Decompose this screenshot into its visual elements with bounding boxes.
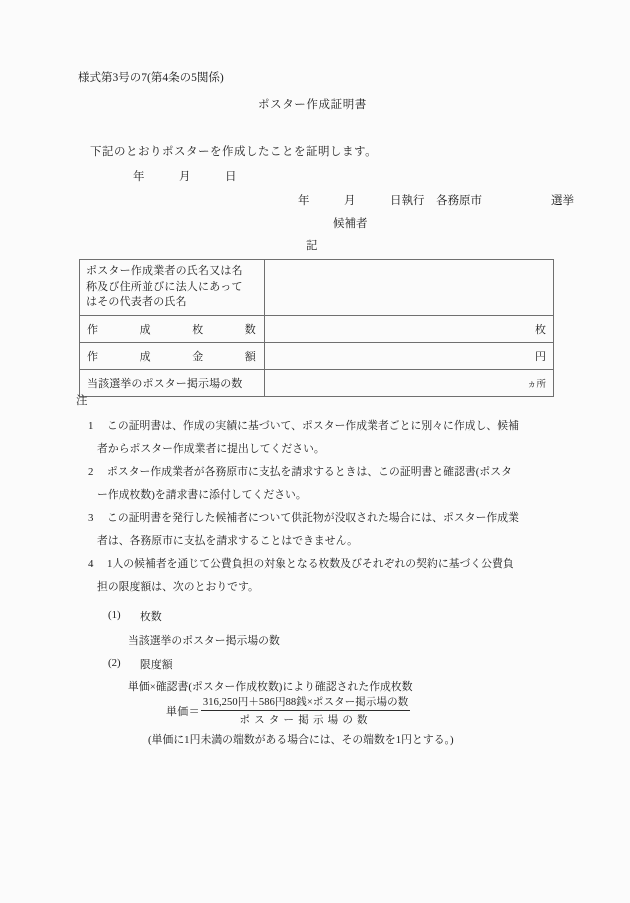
form-code: 様式第3号の7(第4条の5関係) <box>78 72 224 84</box>
note-number: 4 <box>88 558 94 570</box>
note-line: この証明書を発行した候補者について供託物が没収された場合には、ポスター作成業 <box>107 512 519 524</box>
table-row <box>80 343 554 370</box>
label-line: ポスター作成業者の氏名又は名 <box>86 265 243 278</box>
label-char: 作 <box>87 324 99 336</box>
row-label-sheet-count <box>80 316 265 343</box>
note-line: 1人の候補者を通じて公費負担の対象となる枚数及びそれぞれの契約に基づく公費負 <box>107 558 514 570</box>
subitem-number: (2) <box>108 657 121 669</box>
unit-price-formula <box>166 694 410 727</box>
subitem-number: (1) <box>108 609 121 621</box>
note-number: 2 <box>88 466 94 478</box>
subitem-title: 枚数 <box>140 611 162 623</box>
poster-certification-table <box>79 259 554 397</box>
note-line: ー作成枚数)を請求書に添付してください。 <box>97 489 307 501</box>
note-line: 者からポスター作成業者に提出してください。 <box>97 443 325 455</box>
row-label-producer-name <box>80 260 265 316</box>
candidate-label: 候補者 <box>333 218 368 230</box>
formula-numerator: 316,250円＋586円88銭×ポスター掲示場の数 <box>202 697 409 708</box>
label-char: 枚 <box>192 324 204 336</box>
value-text <box>265 284 553 292</box>
note-number: 1 <box>88 420 94 432</box>
notes-heading: 注 <box>76 395 88 407</box>
election-execution-line: 年 月 日執行 各務原市 選挙 <box>298 195 574 207</box>
formula-fraction <box>201 694 410 727</box>
label-char: 金 <box>192 351 204 363</box>
label-char: 成 <box>139 324 151 336</box>
unit-label: ヵ所 <box>526 380 546 390</box>
subitem-body: 単価×確認書(ポスター作成枚数)により確認された作成枚数 <box>128 681 413 693</box>
row-value-board-count[interactable] <box>265 370 554 397</box>
label-text: 当該選挙のポスター掲示場の数 <box>87 378 243 390</box>
unit-label: 円 <box>535 351 546 363</box>
formula-denominator: ポスター掲示場の数 <box>239 715 372 726</box>
label-line: 称及び住所並びに法人にあって <box>86 280 243 293</box>
label-char: 額 <box>244 351 256 363</box>
row-value-sheet-count[interactable] <box>265 316 554 343</box>
page-title: ポスター作成証明書 <box>258 99 367 111</box>
issue-date-line: 年 月 日 <box>133 171 237 183</box>
note-number: 3 <box>88 512 94 524</box>
row-value-amount[interactable] <box>265 343 554 370</box>
rounding-note: (単価に1円未満の端数がある場合には、その端数を1円とする。) <box>148 734 454 746</box>
table-row <box>80 316 554 343</box>
note-line: 者は、各務原市に支払を請求することはできません。 <box>97 535 358 547</box>
row-value-producer-name[interactable] <box>265 260 554 316</box>
unit-label: 枚 <box>535 324 546 336</box>
subitem-body: 当該選挙のポスター掲示場の数 <box>128 635 280 647</box>
row-label-board-count <box>80 370 265 397</box>
note-line: 担の限度額は、次のとおりです。 <box>97 581 259 593</box>
note-line: この証明書は、作成の実績に基づいて、ポスター作成業者ごとに別々に作成し、候補 <box>107 420 519 432</box>
row-label-amount <box>80 343 265 370</box>
ki-mark: 記 <box>306 240 318 252</box>
table-row <box>80 370 554 397</box>
label-line: はその代表者の氏名 <box>86 296 187 309</box>
label-char: 成 <box>139 351 151 363</box>
table-row <box>80 260 554 316</box>
note-line: ポスター作成業者が各務原市に支払を請求するときは、この証明書と確認書(ポスタ <box>107 466 512 478</box>
certification-statement: 下記のとおりポスターを作成したことを証明します。 <box>90 146 378 158</box>
subitem-title: 限度額 <box>140 659 173 671</box>
formula-left-side: 単価＝ <box>166 705 200 718</box>
label-char: 作 <box>87 351 99 363</box>
label-char: 数 <box>244 324 256 336</box>
